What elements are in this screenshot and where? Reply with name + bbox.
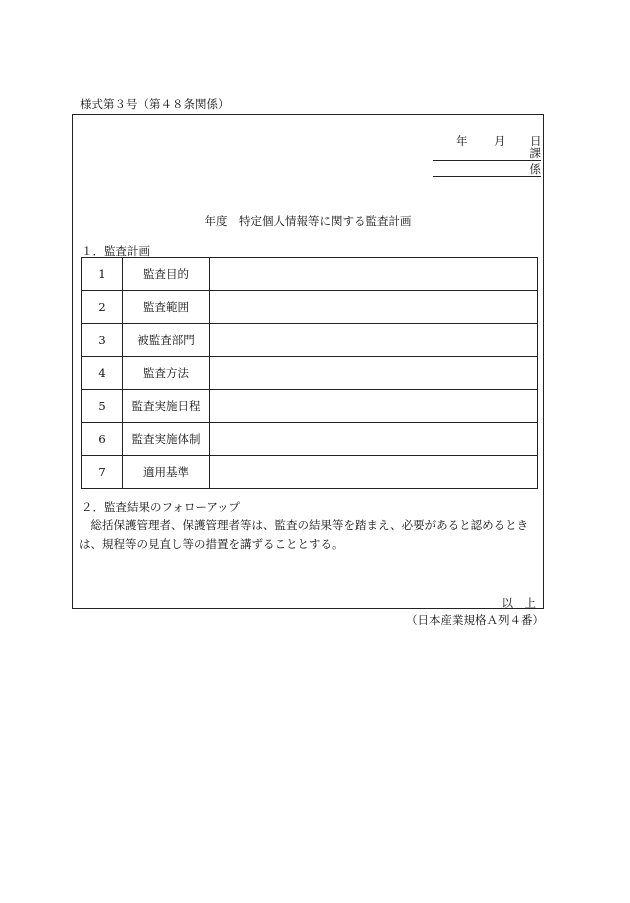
table-row (82, 390, 538, 423)
row-number: 3 (82, 324, 123, 357)
section2-heading: ２．監査結果のフォローアップ (81, 500, 241, 514)
paper-size-note: （日本産業規格Ａ列４番） (406, 613, 544, 627)
subsection-field (433, 161, 541, 177)
row-content (210, 291, 538, 324)
table-row (82, 423, 538, 456)
row-number: 7 (82, 456, 123, 489)
row-item: 監査方法 (123, 357, 210, 390)
year-label: 年 (456, 134, 468, 148)
table-row (82, 258, 538, 291)
row-item: 監査範囲 (123, 291, 210, 324)
row-item: 適用基準 (123, 456, 210, 489)
document-title: 年度 特定個人情報等に関する監査計画 (204, 214, 412, 228)
closing-mark: 以 上 (501, 596, 536, 610)
audit-plan-table (81, 257, 538, 489)
table-row (82, 324, 538, 357)
row-content (210, 456, 538, 489)
row-content (210, 390, 538, 423)
table-row (82, 357, 538, 390)
day-label: 日 (530, 134, 542, 148)
row-item: 被監査部門 (123, 324, 210, 357)
row-content (210, 324, 538, 357)
row-number: 5 (82, 390, 123, 423)
followup-body: 総括保護管理者、保護管理者等は、監査の結果等を踏まえ、必要があると認めるときは、規程等の見直し等の措置を講ずることとする。 (79, 518, 529, 551)
row-number: 6 (82, 423, 123, 456)
section1-heading: １．監査計画 (81, 244, 150, 258)
section-field (433, 145, 541, 161)
row-number: 1 (82, 258, 123, 291)
row-number: 4 (82, 357, 123, 390)
row-item: 監査実施日程 (123, 390, 210, 423)
row-content (210, 357, 538, 390)
section-label: 課 (529, 146, 541, 160)
table-row (82, 291, 538, 324)
row-item: 監査実施体制 (123, 423, 210, 456)
month-label: 月 (494, 134, 506, 148)
row-content (210, 258, 538, 291)
form-number: 様式第３号（第４８条関係） (80, 97, 230, 111)
subsection-label: 係 (529, 162, 541, 176)
row-content (210, 423, 538, 456)
row-number: 2 (82, 291, 123, 324)
form-frame (72, 114, 544, 609)
table-row (82, 456, 538, 489)
row-item: 監査目的 (123, 258, 210, 291)
